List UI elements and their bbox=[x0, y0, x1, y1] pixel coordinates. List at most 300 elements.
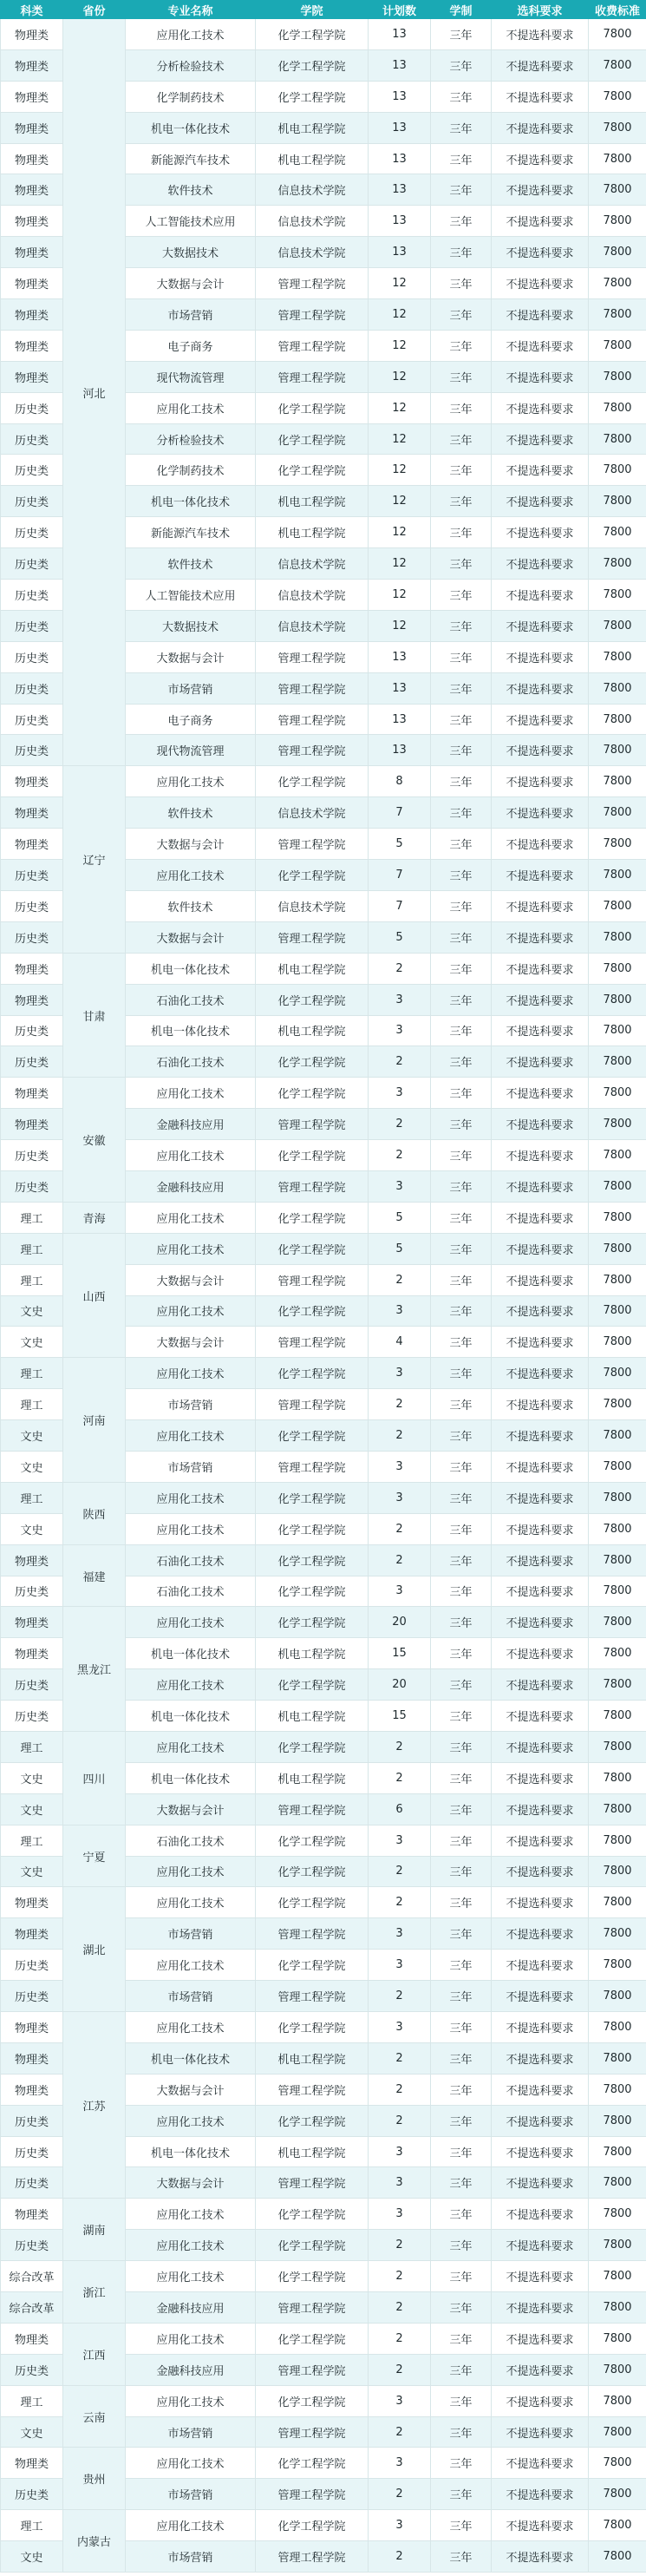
cell-plan-count: 12 bbox=[369, 268, 431, 299]
cell-duration: 三年 bbox=[431, 2136, 492, 2167]
cell-subject-requirement: 不提选科要求 bbox=[492, 1202, 589, 1233]
cell-category: 理工 bbox=[1, 1358, 63, 1389]
cell-college: 化学工程学院 bbox=[256, 1825, 369, 1856]
cell-tuition: 7800 bbox=[589, 953, 646, 984]
cell-tuition: 7800 bbox=[589, 455, 646, 486]
cell-subject-requirement: 不提选科要求 bbox=[492, 2042, 589, 2074]
cell-major: 大数据与会计 bbox=[126, 2167, 256, 2199]
cell-tuition: 7800 bbox=[589, 2261, 646, 2292]
cell-category: 物理类 bbox=[1, 984, 63, 1015]
cell-college: 化学工程学院 bbox=[256, 1046, 369, 1078]
cell-college: 管理工程学院 bbox=[256, 2541, 369, 2573]
cell-college: 化学工程学院 bbox=[256, 1295, 369, 1327]
cell-subject-requirement: 不提选科要求 bbox=[492, 704, 589, 735]
cell-college: 信息技术学院 bbox=[256, 580, 369, 611]
cell-tuition: 7800 bbox=[589, 2074, 646, 2105]
cell-plan-count: 13 bbox=[369, 49, 431, 81]
cell-major: 新能源汽车技术 bbox=[126, 517, 256, 548]
cell-duration: 三年 bbox=[431, 49, 492, 81]
cell-subject-requirement: 不提选科要求 bbox=[492, 1731, 589, 1762]
cell-major: 应用化工技术 bbox=[126, 1669, 256, 1701]
cell-major: 市场营销 bbox=[126, 2416, 256, 2448]
cell-duration: 三年 bbox=[431, 1576, 492, 1607]
cell-category: 历史类 bbox=[1, 2354, 63, 2385]
cell-duration: 三年 bbox=[431, 2292, 492, 2324]
cell-major: 机电一体化技术 bbox=[126, 2042, 256, 2074]
cell-plan-count: 2 bbox=[369, 1731, 431, 1762]
cell-duration: 三年 bbox=[431, 797, 492, 829]
cell-duration: 三年 bbox=[431, 1233, 492, 1264]
cell-plan-count: 2 bbox=[369, 1389, 431, 1420]
cell-major: 应用化工技术 bbox=[126, 1887, 256, 1918]
cell-duration: 三年 bbox=[431, 2074, 492, 2105]
cell-duration: 三年 bbox=[431, 1638, 492, 1669]
cell-subject-requirement: 不提选科要求 bbox=[492, 1327, 589, 1358]
cell-duration: 三年 bbox=[431, 2105, 492, 2136]
cell-subject-requirement: 不提选科要求 bbox=[492, 1950, 589, 1981]
cell-major: 大数据技术 bbox=[126, 610, 256, 641]
cell-college: 管理工程学院 bbox=[256, 921, 369, 953]
cell-college: 化学工程学院 bbox=[256, 1513, 369, 1544]
cell-duration: 三年 bbox=[431, 548, 492, 580]
cell-category: 物理类 bbox=[1, 2012, 63, 2043]
cell-duration: 三年 bbox=[431, 2323, 492, 2354]
cell-province: 青海 bbox=[63, 1202, 126, 1233]
cell-category: 物理类 bbox=[1, 1078, 63, 1109]
cell-college: 化学工程学院 bbox=[256, 766, 369, 797]
cell-tuition: 7800 bbox=[589, 1420, 646, 1452]
cell-major: 软件技术 bbox=[126, 548, 256, 580]
cell-major: 大数据与会计 bbox=[126, 268, 256, 299]
cell-tuition: 7800 bbox=[589, 860, 646, 891]
cell-plan-count: 2 bbox=[369, 2323, 431, 2354]
cell-college: 管理工程学院 bbox=[256, 641, 369, 672]
cell-subject-requirement: 不提选科要求 bbox=[492, 548, 589, 580]
cell-college: 管理工程学院 bbox=[256, 672, 369, 704]
cell-province: 河北 bbox=[63, 19, 126, 766]
cell-major: 市场营销 bbox=[126, 299, 256, 331]
table-row bbox=[1, 953, 646, 984]
cell-major: 应用化工技术 bbox=[126, 19, 256, 50]
cell-category: 历史类 bbox=[1, 860, 63, 891]
cell-major: 应用化工技术 bbox=[126, 1950, 256, 1981]
cell-college: 化学工程学院 bbox=[256, 1078, 369, 1109]
cell-duration: 三年 bbox=[431, 1327, 492, 1358]
cell-subject-requirement: 不提选科要求 bbox=[492, 1887, 589, 1918]
cell-category: 物理类 bbox=[1, 2042, 63, 2074]
cell-duration: 三年 bbox=[431, 735, 492, 766]
cell-college: 化学工程学院 bbox=[256, 1140, 369, 1171]
cell-college: 化学工程学院 bbox=[256, 1731, 369, 1762]
cell-major: 应用化工技术 bbox=[126, 1140, 256, 1171]
header-subject-requirement: 选科要求 bbox=[492, 1, 589, 19]
cell-subject-requirement: 不提选科要求 bbox=[492, 2105, 589, 2136]
cell-tuition: 7800 bbox=[589, 1078, 646, 1109]
cell-category: 文史 bbox=[1, 1451, 63, 1482]
cell-college: 化学工程学院 bbox=[256, 984, 369, 1015]
cell-subject-requirement: 不提选科要求 bbox=[492, 829, 589, 860]
cell-category: 历史类 bbox=[1, 890, 63, 921]
cell-subject-requirement: 不提选科要求 bbox=[492, 735, 589, 766]
cell-major: 应用化工技术 bbox=[126, 1233, 256, 1264]
cell-college: 化学工程学院 bbox=[256, 2261, 369, 2292]
cell-tuition: 7800 bbox=[589, 517, 646, 548]
cell-duration: 三年 bbox=[431, 392, 492, 423]
cell-tuition: 7800 bbox=[589, 2416, 646, 2448]
cell-plan-count: 2 bbox=[369, 1762, 431, 1793]
cell-major: 市场营销 bbox=[126, 1389, 256, 1420]
cell-duration: 三年 bbox=[431, 2479, 492, 2510]
cell-major: 应用化工技术 bbox=[126, 1295, 256, 1327]
cell-major: 应用化工技术 bbox=[126, 1202, 256, 1233]
cell-duration: 三年 bbox=[431, 1420, 492, 1452]
cell-category: 历史类 bbox=[1, 423, 63, 455]
cell-category: 物理类 bbox=[1, 1638, 63, 1669]
cell-duration: 三年 bbox=[431, 1981, 492, 2012]
cell-tuition: 7800 bbox=[589, 921, 646, 953]
cell-category: 理工 bbox=[1, 2510, 63, 2541]
cell-major: 市场营销 bbox=[126, 672, 256, 704]
table-row bbox=[1, 1731, 646, 1762]
cell-major: 石油化工技术 bbox=[126, 984, 256, 1015]
cell-province: 湖北 bbox=[63, 1887, 126, 2012]
cell-province: 四川 bbox=[63, 1731, 126, 1825]
cell-category: 文史 bbox=[1, 1793, 63, 1825]
cell-major: 应用化工技术 bbox=[126, 2012, 256, 2043]
cell-subject-requirement: 不提选科要求 bbox=[492, 1638, 589, 1669]
table-row bbox=[1, 2261, 646, 2292]
cell-tuition: 7800 bbox=[589, 1451, 646, 1482]
cell-major: 应用化工技术 bbox=[126, 1482, 256, 1513]
cell-tuition: 7800 bbox=[589, 1918, 646, 1950]
cell-plan-count: 2 bbox=[369, 2479, 431, 2510]
cell-province: 陕西 bbox=[63, 1482, 126, 1544]
cell-category: 文史 bbox=[1, 2416, 63, 2448]
cell-college: 信息技术学院 bbox=[256, 548, 369, 580]
cell-major: 金融科技应用 bbox=[126, 1170, 256, 1202]
cell-plan-count: 2 bbox=[369, 1264, 431, 1295]
cell-major: 现代物流管理 bbox=[126, 735, 256, 766]
cell-plan-count: 5 bbox=[369, 829, 431, 860]
cell-subject-requirement: 不提选科要求 bbox=[492, 1793, 589, 1825]
cell-subject-requirement: 不提选科要求 bbox=[492, 1856, 589, 1887]
cell-subject-requirement: 不提选科要求 bbox=[492, 2541, 589, 2573]
cell-category: 物理类 bbox=[1, 299, 63, 331]
cell-subject-requirement: 不提选科要求 bbox=[492, 890, 589, 921]
cell-duration: 三年 bbox=[431, 1825, 492, 1856]
cell-province: 内蒙古 bbox=[63, 2510, 126, 2573]
cell-college: 管理工程学院 bbox=[256, 1918, 369, 1950]
cell-subject-requirement: 不提选科要求 bbox=[492, 2074, 589, 2105]
cell-duration: 三年 bbox=[431, 268, 492, 299]
cell-duration: 三年 bbox=[431, 1170, 492, 1202]
cell-category: 历史类 bbox=[1, 641, 63, 672]
cell-subject-requirement: 不提选科要求 bbox=[492, 2416, 589, 2448]
cell-plan-count: 20 bbox=[369, 1607, 431, 1638]
cell-college: 管理工程学院 bbox=[256, 704, 369, 735]
cell-subject-requirement: 不提选科要求 bbox=[492, 2012, 589, 2043]
cell-tuition: 7800 bbox=[589, 361, 646, 392]
cell-plan-count: 3 bbox=[369, 1451, 431, 1482]
cell-tuition: 7800 bbox=[589, 2105, 646, 2136]
cell-plan-count: 2 bbox=[369, 1140, 431, 1171]
table-row bbox=[1, 1607, 646, 1638]
cell-duration: 三年 bbox=[431, 423, 492, 455]
cell-plan-count: 2 bbox=[369, 1420, 431, 1452]
cell-category: 物理类 bbox=[1, 19, 63, 50]
cell-plan-count: 2 bbox=[369, 1981, 431, 2012]
cell-duration: 三年 bbox=[431, 1451, 492, 1482]
cell-major: 石油化工技术 bbox=[126, 1576, 256, 1607]
cell-duration: 三年 bbox=[431, 2510, 492, 2541]
cell-tuition: 7800 bbox=[589, 2479, 646, 2510]
cell-subject-requirement: 不提选科要求 bbox=[492, 2230, 589, 2261]
cell-tuition: 7800 bbox=[589, 1607, 646, 1638]
cell-college: 机电工程学院 bbox=[256, 143, 369, 174]
cell-college: 化学工程学院 bbox=[256, 2510, 369, 2541]
cell-college: 信息技术学院 bbox=[256, 206, 369, 237]
cell-tuition: 7800 bbox=[589, 984, 646, 1015]
cell-category: 物理类 bbox=[1, 1918, 63, 1950]
cell-duration: 三年 bbox=[431, 2448, 492, 2479]
cell-college: 化学工程学院 bbox=[256, 423, 369, 455]
cell-plan-count: 8 bbox=[369, 766, 431, 797]
cell-category: 物理类 bbox=[1, 237, 63, 268]
cell-duration: 三年 bbox=[431, 1887, 492, 1918]
cell-tuition: 7800 bbox=[589, 174, 646, 206]
cell-major: 金融科技应用 bbox=[126, 2354, 256, 2385]
cell-province: 浙江 bbox=[63, 2261, 126, 2324]
cell-subject-requirement: 不提选科要求 bbox=[492, 1264, 589, 1295]
cell-tuition: 7800 bbox=[589, 580, 646, 611]
cell-subject-requirement: 不提选科要求 bbox=[492, 2385, 589, 2416]
cell-duration: 三年 bbox=[431, 1669, 492, 1701]
cell-plan-count: 2 bbox=[369, 2354, 431, 2385]
cell-tuition: 7800 bbox=[589, 1046, 646, 1078]
cell-plan-count: 13 bbox=[369, 143, 431, 174]
header-duration: 学制 bbox=[431, 1, 492, 19]
cell-subject-requirement: 不提选科要求 bbox=[492, 1513, 589, 1544]
cell-duration: 三年 bbox=[431, 1046, 492, 1078]
cell-duration: 三年 bbox=[431, 2012, 492, 2043]
cell-category: 理工 bbox=[1, 1731, 63, 1762]
cell-college: 化学工程学院 bbox=[256, 1669, 369, 1701]
cell-category: 历史类 bbox=[1, 610, 63, 641]
cell-tuition: 7800 bbox=[589, 890, 646, 921]
cell-tuition: 7800 bbox=[589, 330, 646, 361]
cell-province: 福建 bbox=[63, 1544, 126, 1607]
cell-category: 历史类 bbox=[1, 735, 63, 766]
cell-province: 河南 bbox=[63, 1358, 126, 1483]
cell-duration: 三年 bbox=[431, 1950, 492, 1981]
cell-duration: 三年 bbox=[431, 1109, 492, 1140]
cell-plan-count: 13 bbox=[369, 112, 431, 143]
cell-duration: 三年 bbox=[431, 1078, 492, 1109]
cell-category: 历史类 bbox=[1, 486, 63, 517]
cell-province: 宁夏 bbox=[63, 1825, 126, 1887]
cell-category: 理工 bbox=[1, 1825, 63, 1856]
cell-subject-requirement: 不提选科要求 bbox=[492, 1109, 589, 1140]
cell-major: 电子商务 bbox=[126, 330, 256, 361]
cell-subject-requirement: 不提选科要求 bbox=[492, 921, 589, 953]
cell-major: 应用化工技术 bbox=[126, 2105, 256, 2136]
cell-subject-requirement: 不提选科要求 bbox=[492, 143, 589, 174]
cell-tuition: 7800 bbox=[589, 610, 646, 641]
cell-college: 信息技术学院 bbox=[256, 237, 369, 268]
cell-major: 大数据与会计 bbox=[126, 641, 256, 672]
cell-plan-count: 12 bbox=[369, 517, 431, 548]
cell-plan-count: 3 bbox=[369, 984, 431, 1015]
cell-college: 管理工程学院 bbox=[256, 735, 369, 766]
cell-duration: 三年 bbox=[431, 517, 492, 548]
cell-plan-count: 3 bbox=[369, 1825, 431, 1856]
cell-category: 理工 bbox=[1, 1482, 63, 1513]
cell-college: 管理工程学院 bbox=[256, 268, 369, 299]
cell-college: 化学工程学院 bbox=[256, 2105, 369, 2136]
cell-tuition: 7800 bbox=[589, 1887, 646, 1918]
cell-plan-count: 7 bbox=[369, 797, 431, 829]
cell-category: 历史类 bbox=[1, 548, 63, 580]
cell-subject-requirement: 不提选科要求 bbox=[492, 1607, 589, 1638]
cell-college: 管理工程学院 bbox=[256, 330, 369, 361]
cell-duration: 三年 bbox=[431, 2167, 492, 2199]
cell-subject-requirement: 不提选科要求 bbox=[492, 953, 589, 984]
cell-tuition: 7800 bbox=[589, 1109, 646, 1140]
cell-category: 理工 bbox=[1, 1264, 63, 1295]
cell-tuition: 7800 bbox=[589, 49, 646, 81]
cell-duration: 三年 bbox=[431, 860, 492, 891]
cell-subject-requirement: 不提选科要求 bbox=[492, 486, 589, 517]
cell-major: 市场营销 bbox=[126, 1918, 256, 1950]
cell-major: 应用化工技术 bbox=[126, 1358, 256, 1389]
cell-province: 安徽 bbox=[63, 1078, 126, 1203]
cell-college: 管理工程学院 bbox=[256, 1981, 369, 2012]
cell-duration: 三年 bbox=[431, 1762, 492, 1793]
cell-subject-requirement: 不提选科要求 bbox=[492, 610, 589, 641]
cell-subject-requirement: 不提选科要求 bbox=[492, 1046, 589, 1078]
cell-category: 理工 bbox=[1, 1202, 63, 1233]
cell-college: 信息技术学院 bbox=[256, 610, 369, 641]
cell-subject-requirement: 不提选科要求 bbox=[492, 237, 589, 268]
cell-plan-count: 5 bbox=[369, 1233, 431, 1264]
cell-plan-count: 5 bbox=[369, 921, 431, 953]
cell-plan-count: 20 bbox=[369, 1669, 431, 1701]
cell-college: 管理工程学院 bbox=[256, 1327, 369, 1358]
cell-category: 历史类 bbox=[1, 1576, 63, 1607]
cell-college: 化学工程学院 bbox=[256, 2230, 369, 2261]
cell-duration: 三年 bbox=[431, 330, 492, 361]
cell-major: 应用化工技术 bbox=[126, 1731, 256, 1762]
cell-tuition: 7800 bbox=[589, 19, 646, 50]
cell-duration: 三年 bbox=[431, 299, 492, 331]
cell-plan-count: 3 bbox=[369, 1078, 431, 1109]
cell-major: 应用化工技术 bbox=[126, 2230, 256, 2261]
cell-tuition: 7800 bbox=[589, 1264, 646, 1295]
cell-major: 大数据与会计 bbox=[126, 1264, 256, 1295]
cell-category: 文史 bbox=[1, 1420, 63, 1452]
cell-tuition: 7800 bbox=[589, 2167, 646, 2199]
cell-category: 物理类 bbox=[1, 1544, 63, 1576]
cell-college: 管理工程学院 bbox=[256, 2479, 369, 2510]
cell-subject-requirement: 不提选科要求 bbox=[492, 641, 589, 672]
cell-plan-count: 12 bbox=[369, 392, 431, 423]
cell-duration: 三年 bbox=[431, 1513, 492, 1544]
cell-duration: 三年 bbox=[431, 486, 492, 517]
cell-subject-requirement: 不提选科要求 bbox=[492, 2323, 589, 2354]
cell-tuition: 7800 bbox=[589, 2042, 646, 2074]
cell-category: 历史类 bbox=[1, 2136, 63, 2167]
cell-college: 管理工程学院 bbox=[256, 299, 369, 331]
cell-plan-count: 3 bbox=[369, 2199, 431, 2230]
cell-tuition: 7800 bbox=[589, 2292, 646, 2324]
cell-category: 物理类 bbox=[1, 797, 63, 829]
cell-subject-requirement: 不提选科要求 bbox=[492, 1015, 589, 1046]
cell-tuition: 7800 bbox=[589, 143, 646, 174]
cell-major: 应用化工技术 bbox=[126, 392, 256, 423]
cell-subject-requirement: 不提选科要求 bbox=[492, 1170, 589, 1202]
cell-major: 市场营销 bbox=[126, 2541, 256, 2573]
cell-college: 化学工程学院 bbox=[256, 1856, 369, 1887]
cell-tuition: 7800 bbox=[589, 1731, 646, 1762]
cell-college: 管理工程学院 bbox=[256, 1793, 369, 1825]
cell-tuition: 7800 bbox=[589, 1856, 646, 1887]
cell-college: 化学工程学院 bbox=[256, 1482, 369, 1513]
cell-category: 物理类 bbox=[1, 2448, 63, 2479]
cell-category: 理工 bbox=[1, 1389, 63, 1420]
cell-plan-count: 6 bbox=[369, 1793, 431, 1825]
cell-tuition: 7800 bbox=[589, 1669, 646, 1701]
cell-tuition: 7800 bbox=[589, 1950, 646, 1981]
cell-duration: 三年 bbox=[431, 206, 492, 237]
cell-college: 化学工程学院 bbox=[256, 49, 369, 81]
cell-duration: 三年 bbox=[431, 81, 492, 112]
cell-plan-count: 3 bbox=[369, 1576, 431, 1607]
cell-category: 文史 bbox=[1, 2541, 63, 2573]
cell-plan-count: 12 bbox=[369, 548, 431, 580]
cell-duration: 三年 bbox=[431, 1264, 492, 1295]
cell-college: 化学工程学院 bbox=[256, 860, 369, 891]
cell-major: 大数据与会计 bbox=[126, 1327, 256, 1358]
cell-subject-requirement: 不提选科要求 bbox=[492, 1669, 589, 1701]
cell-duration: 三年 bbox=[431, 1544, 492, 1576]
cell-college: 机电工程学院 bbox=[256, 517, 369, 548]
cell-college: 机电工程学院 bbox=[256, 486, 369, 517]
cell-category: 理工 bbox=[1, 1233, 63, 1264]
cell-tuition: 7800 bbox=[589, 2448, 646, 2479]
table-row bbox=[1, 1482, 646, 1513]
cell-category: 物理类 bbox=[1, 953, 63, 984]
cell-major: 分析检验技术 bbox=[126, 49, 256, 81]
cell-tuition: 7800 bbox=[589, 2510, 646, 2541]
cell-college: 管理工程学院 bbox=[256, 2074, 369, 2105]
cell-plan-count: 3 bbox=[369, 2385, 431, 2416]
cell-tuition: 7800 bbox=[589, 1389, 646, 1420]
cell-college: 机电工程学院 bbox=[256, 112, 369, 143]
cell-category: 历史类 bbox=[1, 2167, 63, 2199]
cell-subject-requirement: 不提选科要求 bbox=[492, 1140, 589, 1171]
cell-subject-requirement: 不提选科要求 bbox=[492, 2199, 589, 2230]
cell-duration: 三年 bbox=[431, 610, 492, 641]
cell-college: 机电工程学院 bbox=[256, 1015, 369, 1046]
cell-plan-count: 2 bbox=[369, 2541, 431, 2573]
cell-duration: 三年 bbox=[431, 2385, 492, 2416]
cell-tuition: 7800 bbox=[589, 2199, 646, 2230]
cell-plan-count: 2 bbox=[369, 2105, 431, 2136]
cell-plan-count: 13 bbox=[369, 704, 431, 735]
cell-subject-requirement: 不提选科要求 bbox=[492, 1482, 589, 1513]
cell-college: 管理工程学院 bbox=[256, 2292, 369, 2324]
cell-college: 化学工程学院 bbox=[256, 455, 369, 486]
